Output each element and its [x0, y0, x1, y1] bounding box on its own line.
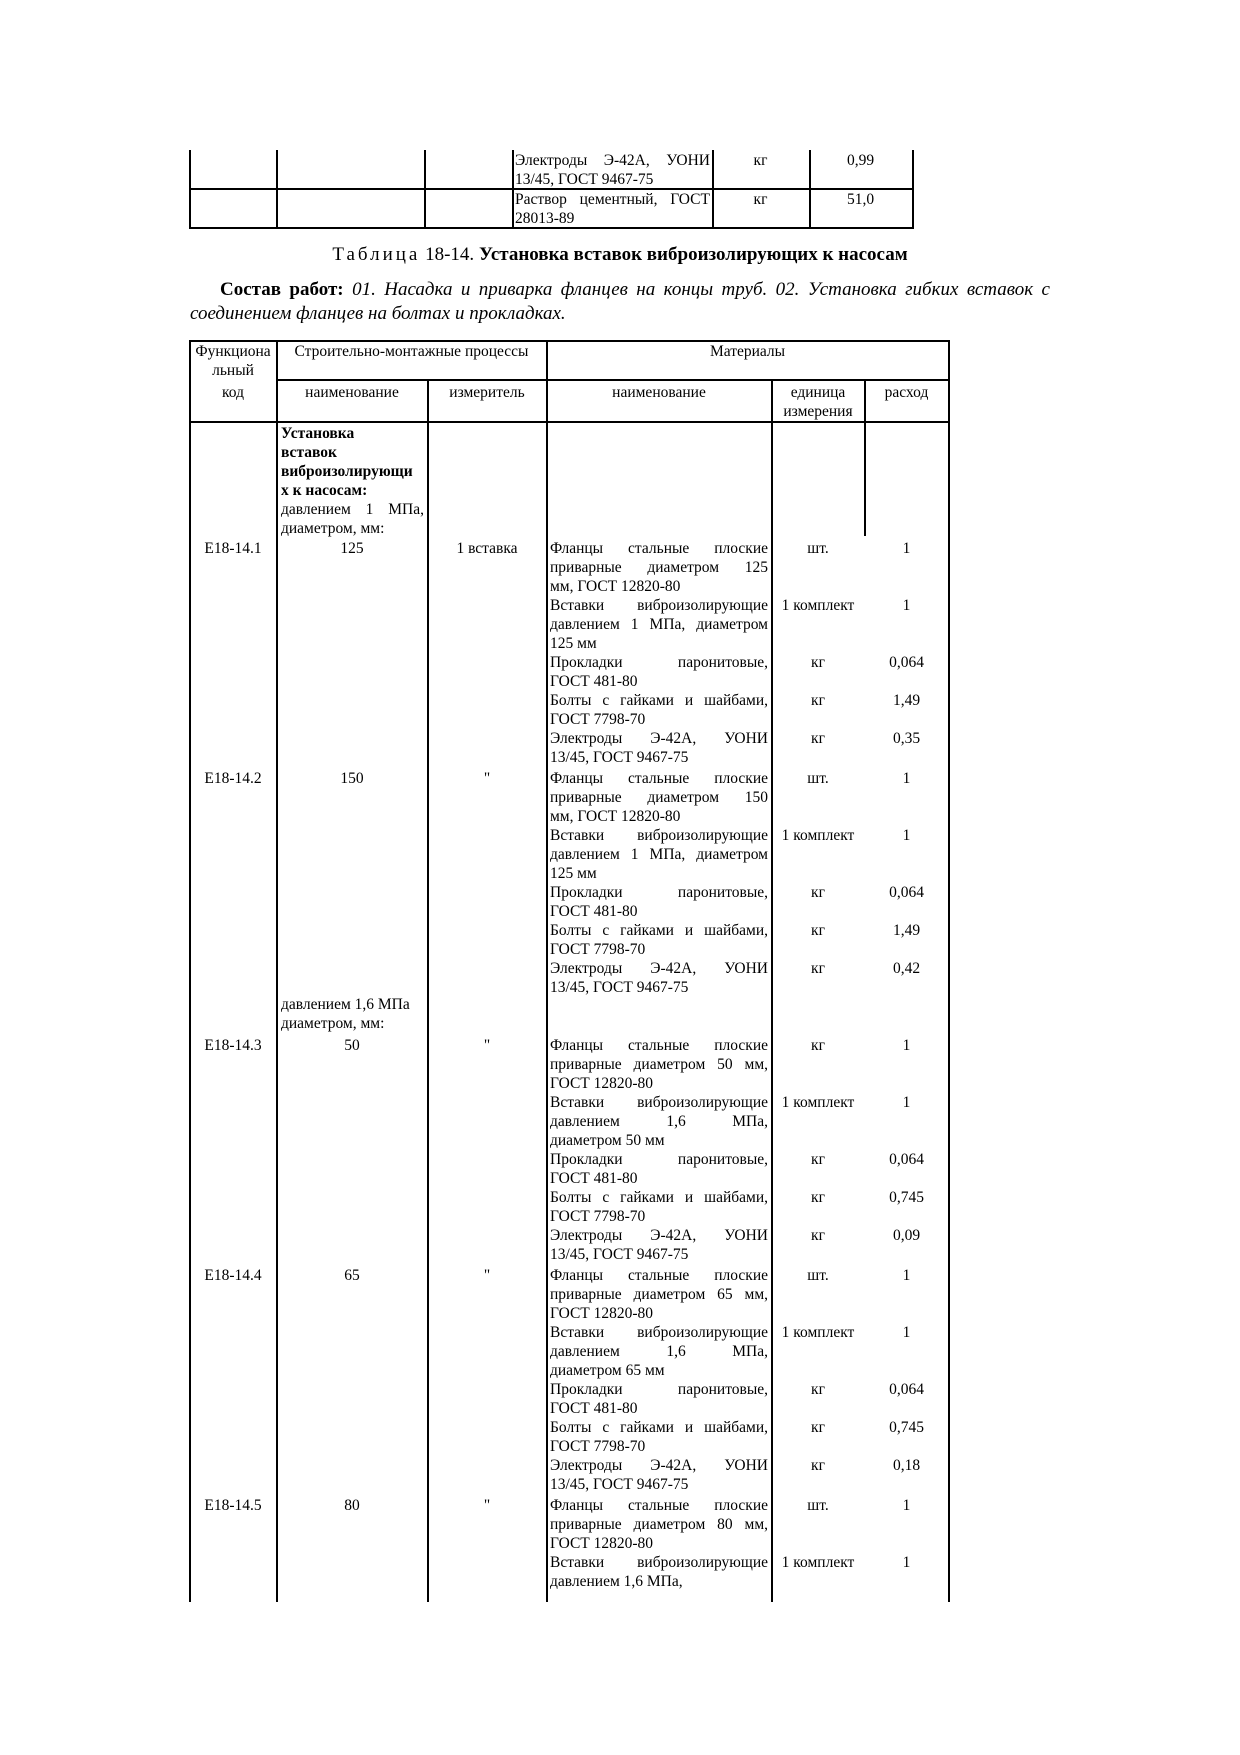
material-rate: 1 — [902, 1554, 911, 1571]
material-rate: 0,18 — [892, 1457, 921, 1474]
header-process-name: наименование — [305, 384, 399, 401]
caption-number: 18-14. — [425, 244, 475, 265]
material-name-line: Прокладки паронитовые, — [550, 1151, 768, 1168]
material-unit: кг — [811, 1189, 825, 1206]
material-name-line: 125 мм — [550, 865, 597, 882]
material-name-line: ГОСТ 481-80 — [550, 903, 638, 920]
material-unit: кг — [811, 1037, 825, 1054]
header-material-unit-line2: измерения — [783, 403, 853, 420]
material-rate: 1 — [902, 1267, 911, 1284]
material-name-line: приварные диаметром 50 мм, — [550, 1056, 768, 1073]
material-rate: 1 — [902, 1324, 911, 1341]
material-name-line: 125 мм — [550, 635, 597, 652]
material-name-line: 13/45, ГОСТ 9467-75 — [550, 1476, 689, 1493]
material-unit: кг — [811, 692, 825, 709]
caption-title: Установка вставок виброизолирующих к насосам — [478, 244, 908, 265]
item-size: 50 — [344, 1037, 360, 1054]
material-name-line: ГОСТ 12820-80 — [550, 1535, 654, 1552]
material-name-line: Фланцы стальные плоские — [550, 770, 768, 787]
material-name-line: Фланцы стальные плоские — [550, 1267, 768, 1284]
material-unit: кг — [811, 1227, 825, 1244]
material-name-line: 13/45, ГОСТ 9467-75 — [550, 979, 689, 996]
material-name-line: Прокладки паронитовые, — [550, 654, 768, 671]
material-name-line: Электроды Э-42А, УОНИ — [550, 960, 768, 977]
caption-prefix: Таблица — [332, 244, 421, 265]
material-rate: 1,49 — [892, 692, 921, 709]
header-material-unit-line1: единица — [790, 384, 846, 401]
material-rate: 0,35 — [892, 730, 921, 747]
top-row-1-name-line1: Электроды Э-42А, УОНИ — [515, 152, 710, 169]
item-code: Е18-14.5 — [204, 1497, 262, 1514]
table-caption — [190, 243, 1050, 267]
material-name-line: Вставки виброизолирующие — [550, 597, 768, 614]
material-rate: 1 — [902, 1037, 911, 1054]
material-rate: 0,42 — [892, 960, 921, 977]
material-name-line: Электроды Э-42А, УОНИ — [550, 1227, 768, 1244]
item-meter: 1 вставка — [456, 540, 518, 557]
material-name-line: Прокладки паронитовые, — [550, 1381, 768, 1398]
header-processes: Строительно-монтажные процессы — [294, 343, 529, 360]
material-name-line: Фланцы стальные плоские — [550, 1037, 768, 1054]
group2-sub-line1: давлением 1,6 МПа — [281, 996, 410, 1013]
material-rate: 0,064 — [889, 884, 924, 901]
material-name-line: диаметром 65 мм — [550, 1362, 665, 1379]
group1-sub-line1: давлением 1 МПа, — [281, 501, 424, 518]
material-name-line: приварные диаметром 125 — [550, 559, 768, 576]
material-rate: 1 — [902, 1497, 911, 1514]
item-code: Е18-14.1 — [204, 540, 262, 557]
material-name-line: Вставки виброизолирующие — [550, 1094, 768, 1111]
item-code: Е18-14.4 — [204, 1267, 262, 1284]
material-unit: 1 комплект — [781, 827, 855, 844]
material-name-line: ГОСТ 481-80 — [550, 673, 638, 690]
item-code: Е18-14.2 — [204, 770, 262, 787]
material-name-line: Болты с гайками и шайбами, — [550, 692, 768, 709]
header-process-meter: измеритель — [449, 384, 525, 401]
material-name-line: ГОСТ 12820-80 — [550, 1305, 654, 1322]
material-name-line: мм, ГОСТ 12820-80 — [550, 578, 681, 595]
material-name-line: Электроды Э-42А, УОНИ — [550, 1457, 768, 1474]
material-unit: 1 комплект — [781, 1554, 855, 1571]
material-name-line: Болты с гайками и шайбами, — [550, 922, 768, 939]
work-composition — [190, 278, 1050, 326]
material-unit: шт. — [807, 1497, 829, 1514]
material-unit: кг — [811, 730, 825, 747]
material-name-line: приварные диаметром 65 мм, — [550, 1286, 768, 1303]
material-rate: 0,745 — [889, 1419, 924, 1436]
material-unit: 1 комплект — [781, 597, 855, 614]
material-unit: кг — [811, 960, 825, 977]
top-row-2-name-line1: Раствор цементный, ГОСТ — [515, 191, 710, 208]
item-size: 80 — [344, 1497, 360, 1514]
header-code-line3: код — [222, 384, 244, 401]
item-meter: " — [483, 1497, 491, 1514]
material-name-line: ГОСТ 7798-70 — [550, 711, 646, 728]
material-name-line: Вставки виброизолирующие — [550, 1324, 768, 1341]
material-name-line: ГОСТ 7798-70 — [550, 1438, 646, 1455]
item-meter: " — [483, 770, 491, 787]
material-name-line: приварные диаметром 150 — [550, 789, 768, 806]
material-name-line: ГОСТ 12820-80 — [550, 1075, 654, 1092]
material-name-line: Фланцы стальные плоские — [550, 540, 768, 557]
item-meter: " — [483, 1037, 491, 1054]
top-row-1-unit: кг — [753, 152, 768, 169]
material-name-line: давлением 1,6 МПа, — [550, 1113, 768, 1130]
material-rate: 1 — [902, 827, 911, 844]
header-material-name: наименование — [612, 384, 706, 401]
header-material-rate: расход — [884, 384, 929, 401]
material-name-line: Болты с гайками и шайбами, — [550, 1419, 768, 1436]
material-name-line: давлением 1 МПа, диаметром — [550, 616, 768, 633]
header-code-line1: Функциона — [195, 343, 271, 360]
material-name-line: ГОСТ 481-80 — [550, 1170, 638, 1187]
header-materials: Материалы — [709, 343, 786, 360]
material-unit: шт. — [807, 540, 829, 557]
work-composition-text: 01. Насадка и приварка фланцев на концы труб. 02. Установка гибких вставок с соединением фланцев на болтах и прокладках. — [190, 279, 1050, 324]
top-row-1-value: 0,99 — [846, 152, 875, 169]
top-row-1-name-line2: 13/45, ГОСТ 9467-75 — [515, 171, 654, 188]
material-name-line: 13/45, ГОСТ 9467-75 — [550, 749, 689, 766]
material-rate: 0,745 — [889, 1189, 924, 1206]
item-size: 65 — [344, 1267, 360, 1284]
material-name-line: 13/45, ГОСТ 9467-75 — [550, 1246, 689, 1263]
group1-title-line2: вставок — [281, 444, 337, 461]
material-unit: шт. — [807, 770, 829, 787]
material-rate: 0,064 — [889, 1381, 924, 1398]
material-rate: 1 — [902, 770, 911, 787]
material-rate: 1 — [902, 597, 911, 614]
material-unit: кг — [811, 922, 825, 939]
material-name-line: Прокладки паронитовые, — [550, 884, 768, 901]
material-name-line: Болты с гайками и шайбами, — [550, 1189, 768, 1206]
work-composition-label: Состав работ: — [220, 279, 344, 300]
material-name-line: приварные диаметром 80 мм, — [550, 1516, 768, 1533]
group1-sub-line2: диаметром, мм: — [281, 520, 385, 537]
material-rate: 0,09 — [892, 1227, 921, 1244]
material-name-line: Электроды Э-42А, УОНИ — [550, 730, 768, 747]
material-name-line: ГОСТ 7798-70 — [550, 1208, 646, 1225]
material-rate: 1 — [902, 1094, 911, 1111]
top-row-2-value: 51,0 — [846, 191, 875, 208]
item-meter: " — [483, 1267, 491, 1284]
top-row-2-name-line2: 28013-89 — [515, 210, 575, 227]
group2-sub-line2: диаметром, мм: — [281, 1015, 385, 1032]
material-name-line: давлением 1 МПа, диаметром — [550, 846, 768, 863]
material-name-line: Фланцы стальные плоские — [550, 1497, 768, 1514]
header-code-line2: льный — [212, 362, 254, 379]
material-rate: 0,064 — [889, 1151, 924, 1168]
item-size: 125 — [340, 540, 364, 557]
item-code: Е18-14.3 — [204, 1037, 262, 1054]
material-unit: кг — [811, 1151, 825, 1168]
material-name-line: диаметром 50 мм — [550, 1132, 665, 1149]
top-row-2-unit: кг — [753, 191, 768, 208]
material-unit: 1 комплект — [781, 1094, 855, 1111]
material-unit: кг — [811, 884, 825, 901]
group1-title-line1: Установка — [281, 425, 355, 442]
material-rate: 1,49 — [892, 922, 921, 939]
material-name-line: давлением 1,6 МПа, — [550, 1573, 683, 1590]
material-unit: кг — [811, 654, 825, 671]
material-unit: кг — [811, 1457, 825, 1474]
material-name-line: Вставки виброизолирующие — [550, 827, 768, 844]
material-name-line: Вставки виброизолирующие — [550, 1554, 768, 1571]
material-name-line: давлением 1,6 МПа, — [550, 1343, 768, 1360]
material-rate: 0,064 — [889, 654, 924, 671]
item-size: 150 — [340, 770, 364, 787]
material-rate: 1 — [902, 540, 911, 557]
material-name-line: ГОСТ 7798-70 — [550, 941, 646, 958]
material-unit: кг — [811, 1419, 825, 1436]
material-unit: шт. — [807, 1267, 829, 1284]
material-unit: 1 комплект — [781, 1324, 855, 1341]
material-name-line: мм, ГОСТ 12820-80 — [550, 808, 681, 825]
group1-title-line4: х к насосам: — [281, 482, 368, 499]
material-name-line: ГОСТ 481-80 — [550, 1400, 638, 1417]
material-unit: кг — [811, 1381, 825, 1398]
group1-title-line3: виброизолирующи — [281, 463, 413, 480]
